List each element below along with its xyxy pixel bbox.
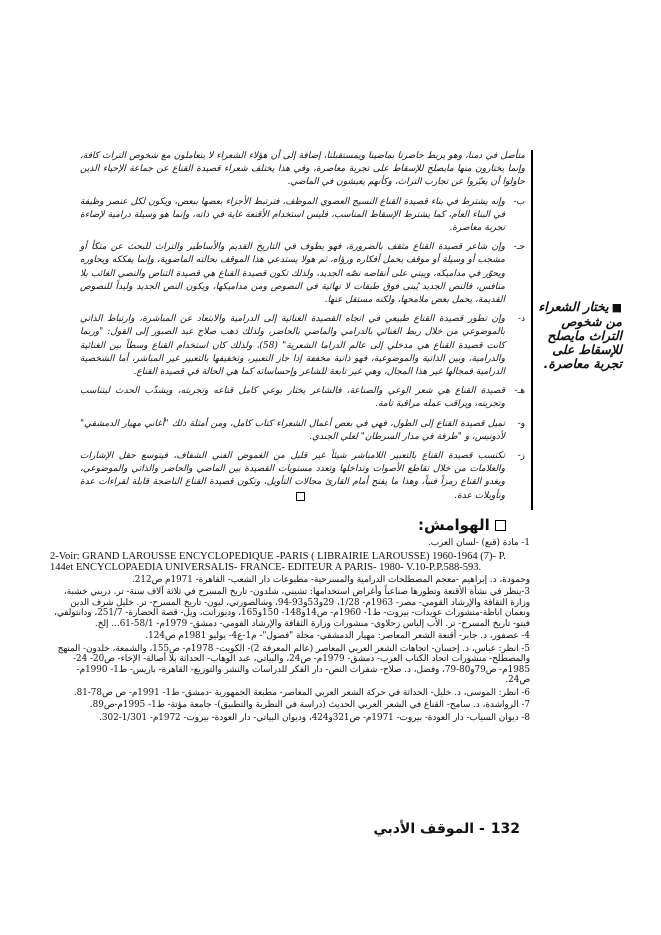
list-item-text: تكتسب قصيدة القناع بالتعبير اللامباشر شيئاً غير قليل من الغموض الفني الشفاف، فيتوسع حقل الإشارات والعلامات من خلال تقاطع الأصوات وتداخلها وتعدد مستويات القصيدة بين الماضي والحاضر والذاتي والموضوعي، ويغدو القناع رمزاً فنياً، وهذا ما يفتح أمام القارئ مجالات التأويل، وتكون قصيدة القناع الناضجة قابلة لقراءات عدة وتأويلات عدة.: [80, 451, 505, 501]
square-bullet-icon: ■: [611, 301, 622, 314]
list-item-text: تميل قصيدة القناع إلى الطول، فهي في بعض أعمال الشعراء كتاب كامل، ومن أمثلة ذلك "أغاني مهيار الدمشقي" لأدونيس، و "طرفة في مدار السرطان" لعلي الجندي.: [80, 418, 505, 442]
footnote: 7- الرواشدة، د. سامح- القناع في الشعر العربي الحديث (دراسة في النظرية والتطبيق)- جامعة مؤتة- ط1- 1995م-ص89.: [89, 700, 530, 710]
list-marker: ز-: [517, 451, 525, 462]
footnote: 6- انظر: الموسى، د. خليل- الحداثة في حركة الشعر العربي المعاصر- مطبعة الجمهورية -دمشق- ط1- 1991م- ص ص78-81.: [73, 687, 530, 698]
intro-paragraph-block: [80, 150, 525, 190]
list-marker: جـ-: [513, 242, 525, 253]
footnote: 3-ينظر في نشأة الأقنعة وتطورها صناعياً وأغراض استخدامها: تشيني، شلدون- تاريخ المسرح في ثلاثة آلاف سنة- تر. دريني خشبة، وزارة الثقافة والإرشاد القومي- مصر- 1963م- 1/28، 29و53و93-94، وشالصورتي، ليون- تاريخ المسرح- تر. خليل شرف الدين ونعمان اباظة-منشورات عويدات- بيروت- ط1- 1960م- ص14و148- 150و165، وديورانت، ويل- قصة الحضارة- 251/7، ودانتولفي، فيتو- تاريخ المسرح- تر. الأب إلياس زحلاوي- منشورات وزارة الثقافة والإرشاد القومي- دمشق- 1979م- 58/1-61... إلخ.: [54, 587, 530, 629]
list-item-text: وإن شاعر قصيدة القناع مثقف بالضرورة، فهو يطوف في التاريخ القديم والأساطير والتراث للبحث عن متكأ أو مشجب أو وسيلة أو موقف يحمل أفكاره ورؤاه، ثم هولا يستدعي هذا الموقف بحالته الماضوية، وإنما يفككه ويحاوره ويحوّر في مداميكه، ويبني على أنقاضه نصّه الجديد، ولذلك تكون قصيدة القناع هي قصيدة التناص والنصي الغائب بلا منافس، فالنص الجديد يُبنى فوق طبقات لا نهائية في النصوص ومن مداميكها، ويكون النص الجديد وليداً للنصوص القديمة، يحمل بعض ملامحها، ولكنه مستقل عنها.: [80, 242, 505, 306]
notes-heading: [418, 516, 506, 534]
page-footer: [360, 821, 520, 837]
list-item-w: [80, 418, 525, 444]
list-marker: هـ-: [514, 386, 525, 397]
main-text-column: [80, 150, 525, 509]
footnote: وحمودة، د. إبراهيم -معجم المصطلحات الدرامية والمسرحية- مطبوعات دار الشعب- القاهرة- 1971م ص212.: [132, 574, 530, 585]
intro-paragraph: متأصل في دمنا، وهو يربط حاضرنا بماضينا ويمستقبلنا، إضافة إلى أن هؤلاء الشعراء لا يتعاملون مع شخوص التراث كافة، وإنما يختارون منها مايصلح للإسقاط على تجربة معاصرة، وفي هذا يختلف شعراء قصيدة القناع عن جماعة الإحياء الذين حاولوا أن يعبّروا عن تجارب التراث، وكأنهم يعيشون في الماضي.: [80, 151, 525, 188]
list-item-j: [80, 241, 525, 307]
list-marker: د-: [517, 314, 525, 325]
pull-quote-text: يختار الشعراء من شخوص التراث مايصلح للإسقاط على تجربة معاصرة.: [538, 299, 622, 371]
list-item-h: [80, 385, 525, 411]
page-number: 132: [490, 821, 520, 837]
footnote: 2-Voir: GRAND LAROUSSE ENCYCLOPEDIQUE -PARIS ( LIBRAIRIE LAROUSSE) 1960-1964 (7)- P. 144et ENCYCLOPAEDIA UNIVERSALIS- FRANCE- EDITEUR A PARIS- 1980- V.10-P.P.588-593.: [50, 550, 506, 573]
list-marker: و-: [517, 418, 525, 429]
list-item-text: وإن تطور قصيدة القناع طبيعي في اتجاه القصيدة الغنائية إلى الدرامية والابتعاد عن المباشرة، وارتباط الذاتي بالموضوعي من خلال ربط الغنائي بالدرامي والماضي بالحاضر، ولذلك ذهب صلاح عبد الصبور إلى القول: "وربما كانت قصيدة القناع هي مدخلي إلى عالم الدراما الشعرية" (58)، ولذلك كان استخدام القناع وسطاً بين الغنائية والدرامية، وبين الذاتية والموضوعية، فهو ذاتية مخففة إذا جاز التعبير، وتخفيفها بالتعبير غير المباشر، أما الشخصية الدرامية فمجالها غير هذا المجال، وهي غير تابعة للشاعر وإحساساته كما هي الحالة في قصيدة القناع.: [80, 314, 505, 378]
footnotes: [50, 538, 530, 725]
end-of-article-square-icon: [296, 492, 305, 501]
footnote: 8- ديوان السياب- دار العودة- بيروت- 1971م- ص321و424، وديوان البياتي- دار العودة- بيروت- 1972م- 1/301-302.: [99, 712, 530, 723]
pull-quote: [537, 300, 622, 371]
footnote: 4- عصفور، د. جابر- أقنعة الشعر المعاصر: مهيار الدمشقي- مجلة "فصول"- م1-ع4- يوليو 1981م ص124.: [145, 631, 530, 641]
list-item-text: قصيدة القناع هي شعر الوعي والصناعة، فالشاعر يختار بوعي كامل قناعه وتجربته، ويشذّب الحدث ليتناسب وتجربته، ويراقب عمله مراقبة تامة.: [80, 386, 505, 410]
footnote: 1- مادة (قنع) -لسان العرب.: [427, 538, 530, 548]
list-item-text: وإنه يشترط في بناء قصيدة القناع النسيج العضوي الموظف، فترتبط الأجزاء بعضها ببعض، ويكون لكل عنصر وظيفة في البناء العام، كما يشترط الإسقاط المناسب، فليس استخدام الأقنعة غاية في ذاته، وإنما هو وسيلة درامية لإضاءة تجربة معاصرة.: [80, 196, 505, 234]
journal-name: - الموقف الأدبي: [373, 821, 485, 837]
column-divider: [531, 150, 533, 510]
square-bullet-icon: [495, 520, 506, 531]
list-item-d: [80, 313, 525, 379]
footnote: 5- انظر: عباس، د. إحسان- اتجاهات الشعر العربي المعاصر (عالم المعرفة 2)- الكويت- 1978م- ص155، والشمعة، خلدون- المنهج والمصطلح- منشورات اتحاد الكتاب العرب- دمشق- 1979م- ص24، والبياتي، عبد الوهاب- الحداثة بلا أصالة- الإخاء- ص20- 24- 1985م- ص79و80-79، وفضل، د. صلاح- شفرات النص- دار الفكر للدراسات والنشر والتوزيع- القاهرة- باريس- ط1- 1990م- ص24.: [57, 643, 530, 685]
list-item-b: [80, 196, 525, 236]
list-marker: ب-: [513, 196, 525, 207]
notes-heading-text: الهوامش:: [418, 516, 490, 534]
